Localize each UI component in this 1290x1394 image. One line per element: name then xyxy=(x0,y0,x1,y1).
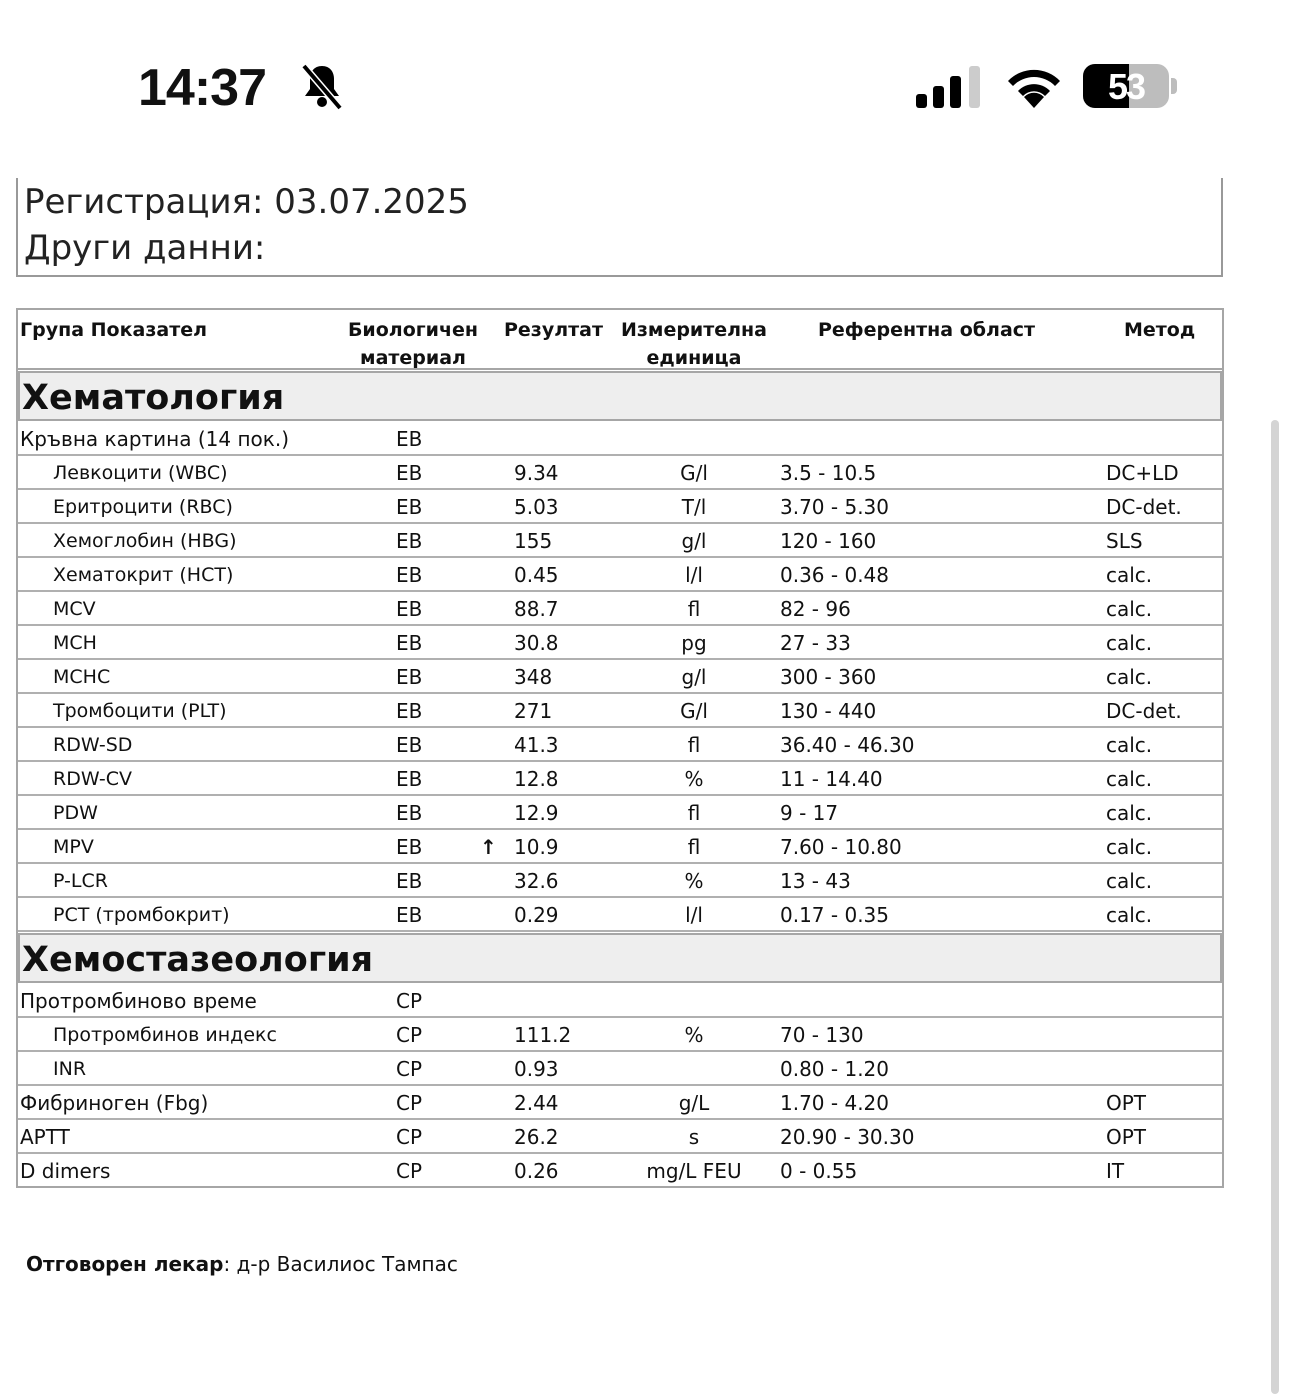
test-name: RDW-SD xyxy=(53,734,133,756)
method: DC-det. xyxy=(1106,495,1182,519)
table-row xyxy=(18,558,1222,592)
results-table xyxy=(16,308,1224,1188)
test-name: Тромбоцити (PLT) xyxy=(53,700,227,722)
header-unit: Измерителна единица xyxy=(620,319,768,369)
unit: pg xyxy=(681,631,707,655)
method: calc. xyxy=(1106,665,1153,689)
method: DC+LD xyxy=(1106,461,1179,485)
header-group: Група Показател xyxy=(20,319,208,341)
test-name: Протромбинов индекс xyxy=(53,1024,277,1046)
table-row xyxy=(18,1052,1222,1086)
test-name: INR xyxy=(53,1058,87,1080)
reference-range: 1.70 - 4.20 xyxy=(780,1091,889,1115)
material: EB xyxy=(396,835,423,859)
test-name: Протромбиново време xyxy=(20,989,257,1013)
header-method: Метод xyxy=(1124,319,1196,341)
result-value: 0.29 xyxy=(514,903,559,927)
signal-icon xyxy=(916,66,982,108)
material: CP xyxy=(396,1091,423,1115)
table-row xyxy=(18,456,1222,490)
method: calc. xyxy=(1106,767,1153,791)
test-name: Еритроцити (RBC) xyxy=(53,496,233,518)
result-value: 0.26 xyxy=(514,1159,559,1183)
result-value: 9.34 xyxy=(514,461,559,485)
unit: g/l xyxy=(681,665,707,689)
test-name: PCT (тромбокрит) xyxy=(53,904,230,926)
reference-range: 7.60 - 10.80 xyxy=(780,835,902,859)
method: calc. xyxy=(1106,835,1153,859)
test-name: MCHC xyxy=(53,666,111,688)
material: EB xyxy=(396,767,423,791)
reference-range: 20.90 - 30.30 xyxy=(780,1125,915,1149)
reference-range: 3.5 - 10.5 xyxy=(780,461,877,485)
unit: fl xyxy=(687,733,701,757)
reference-range: 0.36 - 0.48 xyxy=(780,563,889,587)
table-row xyxy=(18,728,1222,762)
material: CP xyxy=(396,1125,423,1149)
result-value: 155 xyxy=(514,529,553,553)
table-row xyxy=(18,762,1222,796)
result-value: 26.2 xyxy=(514,1125,559,1149)
reference-range: 36.40 - 46.30 xyxy=(780,733,915,757)
method: IT xyxy=(1106,1159,1125,1183)
unit: % xyxy=(684,869,704,893)
table-row xyxy=(18,898,1222,932)
other-data: Други данни: xyxy=(24,228,266,268)
material: EB xyxy=(396,869,423,893)
method: calc. xyxy=(1106,563,1153,587)
responsible-doctor xyxy=(26,1252,458,1276)
table-row xyxy=(18,1120,1222,1154)
unit: s xyxy=(688,1125,700,1149)
method: calc. xyxy=(1106,903,1153,927)
table-row xyxy=(18,1018,1222,1052)
method: calc. xyxy=(1106,631,1153,655)
reference-range: 27 - 33 xyxy=(780,631,851,655)
table-row xyxy=(18,796,1222,830)
test-name: Кръвна картина (14 пок.) xyxy=(20,427,290,451)
material: CP xyxy=(396,1057,423,1081)
table-row xyxy=(18,984,1222,1018)
battery-icon xyxy=(1083,64,1169,108)
material: EB xyxy=(396,699,423,723)
result-value: 41.3 xyxy=(514,733,559,757)
unit: fl xyxy=(687,801,701,825)
section-heading: Хематология xyxy=(18,371,1222,421)
unit: g/l xyxy=(681,529,707,553)
reference-range: 0.80 - 1.20 xyxy=(780,1057,889,1081)
unit: l/l xyxy=(685,903,703,927)
reference-range: 3.70 - 5.30 xyxy=(780,495,889,519)
method: OPT xyxy=(1106,1125,1147,1149)
unit: G/l xyxy=(680,461,708,485)
result-value: 30.8 xyxy=(514,631,559,655)
header-result: Резултат xyxy=(504,319,603,341)
result-value: 0.93 xyxy=(514,1057,559,1081)
wifi-icon xyxy=(1004,64,1064,108)
header-material: Биологичен материал xyxy=(347,319,479,369)
result-value: 88.7 xyxy=(514,597,559,621)
table-row xyxy=(18,864,1222,898)
test-name: Хематокрит (HCT) xyxy=(53,564,234,586)
result-value: 32.6 xyxy=(514,869,559,893)
doctor-name: : д-р Василиос Тампас xyxy=(223,1252,458,1276)
material: EB xyxy=(396,563,423,587)
unit: g/L xyxy=(678,1091,710,1115)
table-row xyxy=(18,1086,1222,1120)
table-row xyxy=(18,1154,1222,1186)
test-name: Фибриноген (Fbg) xyxy=(20,1091,209,1115)
method: calc. xyxy=(1106,733,1153,757)
result-value: 10.9 xyxy=(514,835,559,859)
material: EB xyxy=(396,801,423,825)
header-reference: Референтна област xyxy=(818,319,1036,341)
table-row xyxy=(18,626,1222,660)
table-row xyxy=(18,660,1222,694)
method: DC-det. xyxy=(1106,699,1182,723)
reference-range: 0.17 - 0.35 xyxy=(780,903,889,927)
unit: % xyxy=(684,1023,704,1047)
table-row xyxy=(18,524,1222,558)
test-name: APTT xyxy=(20,1125,70,1149)
unit: mg/L FEU xyxy=(646,1159,742,1183)
material: EB xyxy=(396,461,423,485)
reference-range: 11 - 14.40 xyxy=(780,767,883,791)
table-row xyxy=(18,694,1222,728)
method: calc. xyxy=(1106,597,1153,621)
material: CP xyxy=(396,1023,423,1047)
doctor-label: Отговорен лекар xyxy=(26,1252,224,1276)
table-row xyxy=(18,490,1222,524)
unit: % xyxy=(684,767,704,791)
test-name: PDW xyxy=(53,802,98,824)
bell-slash-icon xyxy=(298,62,346,110)
reference-range: 130 - 440 xyxy=(780,699,877,723)
method: calc. xyxy=(1106,869,1153,893)
battery-level: 53 xyxy=(1107,66,1145,107)
result-value: 12.9 xyxy=(514,801,559,825)
material: EB xyxy=(396,733,423,757)
material: EB xyxy=(396,495,423,519)
result-value: 12.8 xyxy=(514,767,559,791)
test-name: MCH xyxy=(53,632,97,654)
material: EB xyxy=(396,903,423,927)
info-box xyxy=(16,178,1223,277)
table-row xyxy=(18,830,1222,864)
method: calc. xyxy=(1106,801,1153,825)
method: SLS xyxy=(1106,529,1143,553)
result-value: 5.03 xyxy=(514,495,559,519)
unit: fl xyxy=(687,835,701,859)
result-value: 111.2 xyxy=(514,1023,572,1047)
reference-range: 70 - 130 xyxy=(780,1023,864,1047)
test-name: Левкоцити (WBC) xyxy=(53,462,228,484)
reference-range: 82 - 96 xyxy=(780,597,851,621)
battery-tip xyxy=(1171,78,1177,94)
reference-range: 0 - 0.55 xyxy=(780,1159,858,1183)
result-value: 0.45 xyxy=(514,563,559,587)
test-name: Хемоглобин (HBG) xyxy=(53,530,237,552)
test-name: MPV xyxy=(53,836,94,858)
reference-range: 300 - 360 xyxy=(780,665,877,689)
test-name: RDW-CV xyxy=(53,768,132,790)
unit: l/l xyxy=(685,563,703,587)
section-heading: Хемостазеология xyxy=(18,933,1222,983)
table-row xyxy=(18,592,1222,626)
material: EB xyxy=(396,529,423,553)
test-name: D dimers xyxy=(20,1159,111,1183)
unit: G/l xyxy=(680,699,708,723)
reference-range: 9 - 17 xyxy=(780,801,839,825)
unit: T/l xyxy=(681,495,707,519)
scrollbar[interactable] xyxy=(1271,420,1279,1394)
material: EB xyxy=(396,597,423,621)
result-value: 271 xyxy=(514,699,553,723)
material: EB xyxy=(396,427,423,451)
method: OPT xyxy=(1106,1091,1147,1115)
result-value: 348 xyxy=(514,665,553,689)
material: CP xyxy=(396,989,423,1013)
clock: 14:37 xyxy=(138,59,266,117)
unit: fl xyxy=(687,597,701,621)
material: EB xyxy=(396,665,423,689)
status-bar xyxy=(0,0,1290,150)
material: CP xyxy=(396,1159,423,1183)
registration-date: Регистрация: 03.07.2025 xyxy=(24,182,469,222)
test-name: MCV xyxy=(53,598,96,620)
arrow-up-icon: ↑ xyxy=(480,835,497,859)
table-row xyxy=(18,422,1222,456)
reference-range: 13 - 43 xyxy=(780,869,851,893)
material: EB xyxy=(396,631,423,655)
result-value: 2.44 xyxy=(514,1091,559,1115)
reference-range: 120 - 160 xyxy=(780,529,877,553)
test-name: P-LCR xyxy=(53,870,108,892)
table-header xyxy=(18,310,1222,370)
